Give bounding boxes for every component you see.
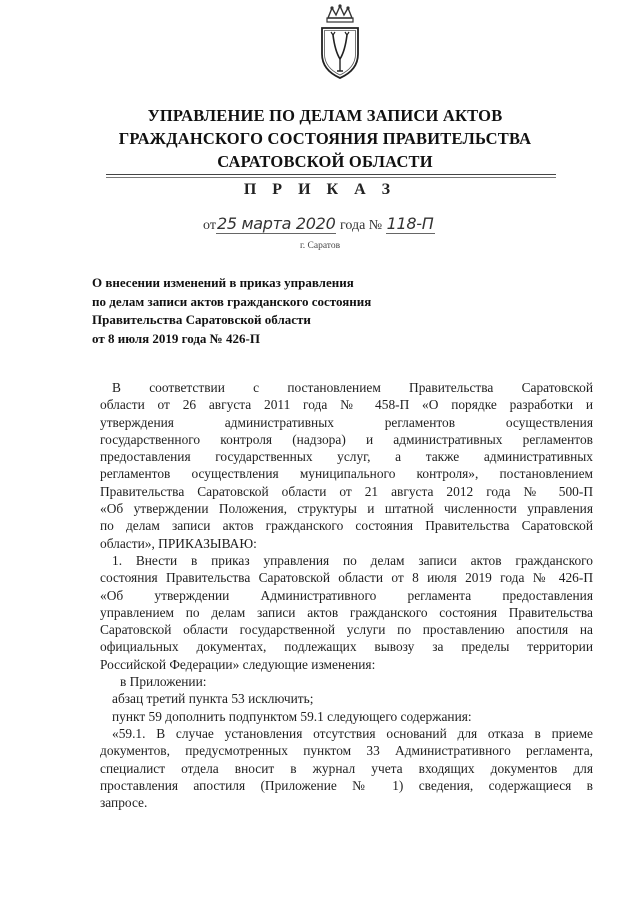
body-line: «Об утверждении Административного регламента предоставления — [100, 587, 593, 603]
order-subject — [92, 274, 432, 348]
city-label: г. Саратов — [299, 241, 341, 251]
document-type: П Р И К А З — [243, 181, 397, 198]
body-line: документов, предусмотренных пунктом 33 Административного регламента, — [100, 743, 593, 759]
body-line: официальных документах, подлежащих вывозу за пределы территории — [100, 639, 593, 655]
order-body — [100, 379, 593, 811]
body-line: области», ПРИКАЗЫВАЮ: — [100, 535, 257, 551]
body-line: пункт 59 дополнить подпунктом 59.1 следующего содержания: — [112, 708, 472, 724]
body-line: 1. Внести в приказ управления по делам записи актов гражданского — [112, 552, 593, 568]
subject-line: по делам записи актов гражданского состояния — [92, 293, 372, 309]
subject-line: Правительства Саратовской области — [92, 312, 311, 327]
body-line: управлением по делам записи актов гражданского состояния Правительства — [100, 604, 593, 620]
body-line: абзац третий пункта 53 исключить; — [112, 691, 314, 707]
body-line: в Приложении: — [120, 674, 207, 690]
handwritten-date: 25 марта 2020 — [216, 214, 336, 233]
body-line: «Об утверждении Положения, структуры и штатной численности управления — [100, 501, 593, 517]
body-line: «59.1. В случае установления отсутствия оснований для отказа в приеме — [112, 725, 593, 741]
organization-title-line: ГРАЖДАНСКОГО СОСТОЯНИЯ ПРАВИТЕЛЬСТВА — [118, 129, 532, 148]
body-line: по делам записи актов гражданского состояния Правительства Саратовской — [100, 518, 593, 534]
date-prefix: от — [203, 218, 216, 233]
body-line: Саратовской области государственной услуги по проставлению апостиля на — [100, 622, 593, 638]
subject-line: О внесении изменений в приказ управления — [92, 275, 354, 290]
body-line: Российской Федерации» следующие изменения: — [100, 656, 376, 672]
header-divider — [106, 174, 556, 175]
organization-title-line: САРАТОВСКОЙ ОБЛАСТИ — [217, 152, 433, 171]
order-date-number — [203, 214, 435, 234]
body-line: запросе. — [100, 795, 148, 811]
body-line: состояния Правительства Саратовской области от 8 июля 2019 года № 426-П — [100, 570, 593, 586]
handwritten-number: 118-П — [386, 214, 434, 233]
body-line: В соответствии с постановлением Правительства Саратовской — [112, 380, 593, 395]
year-number-label: года № — [339, 218, 383, 233]
body-line: области от 26 августа 2011 года № 458-П «О порядке разработки и — [100, 397, 593, 413]
organization-title-line: УПРАВЛЕНИЕ ПО ДЕЛАМ ЗАПИСИ АКТОВ — [147, 106, 503, 125]
body-line: Правительства Саратовской области от 21 августа 2012 года № 500-П — [100, 483, 593, 499]
body-line: проставления апостиля (Приложение № 1) сведения, содержащиеся в — [100, 777, 593, 793]
body-line: государственного контроля (надзора) и административных регламентов — [100, 431, 593, 447]
body-line: регламентов осуществления муниципального контроля», постановлением — [100, 466, 593, 482]
body-line: предоставления государственных услуг, а также административных — [100, 449, 593, 465]
organization-title — [60, 104, 590, 173]
body-line: специалист отдела вносит в журнал учета входящих документов для — [100, 760, 593, 776]
header-divider-thin — [106, 177, 556, 178]
coat-of-arms-icon — [314, 4, 366, 82]
body-line: утверждения административных регламентов осуществления — [100, 414, 593, 430]
subject-line: от 8 июля 2019 года № 426-П — [92, 330, 260, 346]
